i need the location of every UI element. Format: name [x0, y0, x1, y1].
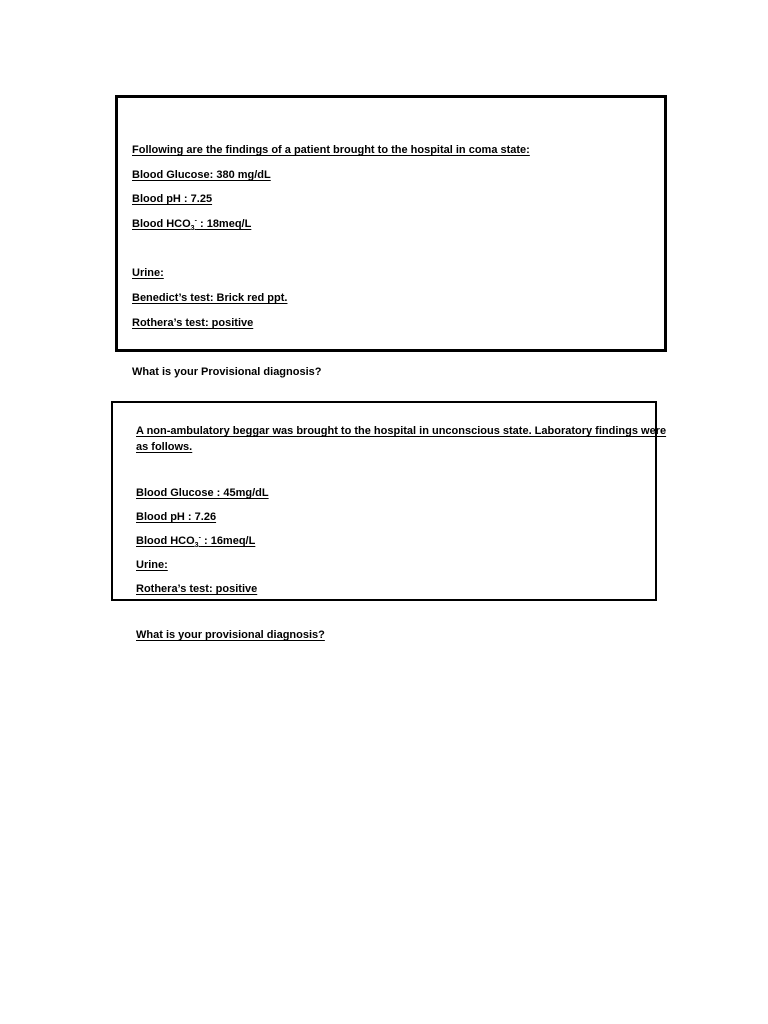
- case1-benedict-test: Benedict’s test: Brick red ppt.: [132, 292, 288, 304]
- case1-blood-hco3: [132, 217, 251, 231]
- case1-question: What is your Provisional diagnosis?: [132, 366, 322, 378]
- case2-intro: A non-ambulatory beggar was brought to the hospital in unconscious state. Laboratory findings were as follows.: [136, 425, 667, 453]
- case2-urine-heading: Urine:: [136, 559, 168, 571]
- case1-hco3-label: Blood HCO: [132, 218, 191, 230]
- case2-hco3-sub: 3: [194, 542, 199, 550]
- case2-hco3-label: Blood HCO: [136, 535, 195, 547]
- case2-blood-hco3: [136, 534, 255, 548]
- case1-urine-heading: Urine:: [132, 267, 164, 279]
- case2-hco3-sup: -: [198, 534, 201, 542]
- case1-intro: Following are the findings of a patient brought to the hospital in coma state:: [132, 144, 530, 156]
- case1-hco3-value: : 18meq/L: [196, 218, 252, 230]
- case2-blood-glucose: Blood Glucose : 45mg/dL: [136, 487, 269, 499]
- case1-blood-ph: Blood pH : 7.25: [132, 193, 213, 205]
- case1-blood-glucose: Blood Glucose: 380 mg/dL: [132, 169, 271, 181]
- case2-rothera-test: Rothera’s test: positive: [136, 583, 258, 595]
- case2-question: What is your provisional diagnosis?: [136, 629, 325, 641]
- case1-hco3-sup: -: [194, 217, 197, 225]
- case2-hco3-value: : 16meq/L: [200, 535, 256, 547]
- case2-blood-ph: Blood pH : 7.26: [136, 511, 217, 523]
- case1-hco3-sub: 3: [190, 225, 195, 233]
- case1-rothera-test: Rothera’s test: positive: [132, 317, 254, 329]
